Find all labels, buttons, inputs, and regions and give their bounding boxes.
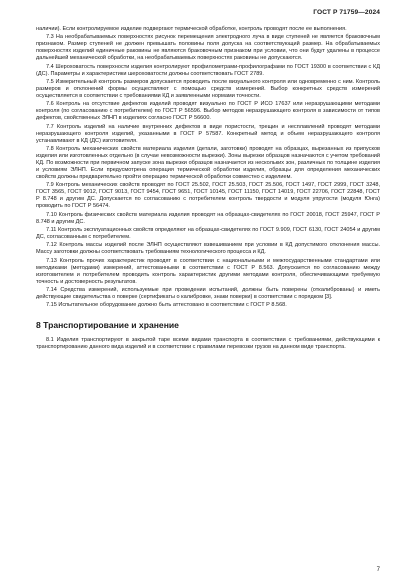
paragraph: наличии). Если контролируемое изделие подвергают термической обработке, контроль проводят после ее выполнения. bbox=[36, 26, 347, 32]
section-title: 8 Транспортирование и хранение bbox=[36, 320, 179, 331]
paragraph: 7.15 Испытательное оборудование должно быть аттестовано в соответствии с ГОСТ Р 8.568. bbox=[46, 302, 287, 309]
standard-header: ГОСТ Р 71759—2024 bbox=[313, 9, 380, 16]
paragraph: 7.12 Контроль массы изделий после ЭЛНП осуществляют взвешиванием при условии в КД допустимого отклонения массы. Массу заготовки должны соответствовать требованиям технологического процесса и КД. bbox=[36, 242, 380, 256]
paragraph: 7.13 Контроль прочих характеристик проводят в соответствии с национальными и межгосударственными стандартами или методиками (методами) измерений, аттестованными в соответствии с ГОСТ Р 8.563. Допускается по согласованию между изготовителем и потребителем проводить контроль характеристик другими методами контроля, обеспечивающими требуемую точность и достоверность результатов. bbox=[36, 257, 380, 285]
paragraph: 7.11 Контроль эксплуатационных свойств определяют на образцах-свидетелях по ГОСТ 9.909, ГОСТ 6130, ГОСТ 24054 и другим ДС, согласованным с потребителем. bbox=[36, 226, 380, 240]
paragraph: 7.14 Средства измерений, используемые при проведении испытаний, должны быть поверены (откалиброваны) и иметь действующие свидетельства о поверке (сертификаты о калибровке, знаки поверки) в соответствии с порядком [3]. bbox=[36, 286, 380, 300]
paragraph: 8.1 Изделия транспортируют в закрытой таре всеми видами транспорта в соответствии с требованиями, действующими к транспортированию данного вида изделий и в соответствии с правилами перевозки грузов на данном виде транспорта. bbox=[36, 337, 380, 351]
paragraphs-top bbox=[36, 26, 380, 309]
paragraph: 7.5 Измерительный контроль размеров допускается проводить после визуального контроля или одновременно с ним. Контроль размеров и отклонений формы осуществляют с помощью средств измерений. Выбор конкретных средств измерений осуществляется в соответствии с требованиями КД и заявленными нормами точности. bbox=[36, 78, 380, 99]
paragraph: 7.7 Контроль изделий на наличие внутренних дефектов в виде пористости, трещин и несплавлений проводят методами неразрушающего контроля изделий, указанными в ГОСТ Р 57587. Конкретный метод и объем неразрушающего контроля устанавливают в КД (ДС) изготовителя. bbox=[36, 123, 380, 144]
paragraph: 7.4 Шероховатость поверхности изделия контролируют профилометрами-профилографами по ГОСТ 19300 в соответствии с КД (ДС). Параметры и характеристики шероховатости должны соответствовать ГОСТ 2789. bbox=[36, 63, 380, 77]
page-number: 7 bbox=[376, 567, 380, 573]
paragraph: 7.6 Контроль на отсутствие дефектов изделий проводят визуально по ГОСТ Р ИСО 17637 или неразрушающими методами контроля (по согласованию с потребителем) по ГОСТ Р 56596. Выбор методов неразрушающего контроля в зависимости от типов дефектов, свойственных ЭЛНП в изделиях согласно ГОСТ Р 56600. bbox=[36, 101, 380, 122]
paragraph: 7.10 Контроль физических свойств материала изделия проводят на образцах-свидетелях по ГОСТ 20018, ГОСТ 25947, ГОСТ Р 8.748 и другим ДС. bbox=[36, 211, 380, 225]
page-body bbox=[36, 26, 380, 353]
paragraphs-bottom bbox=[36, 337, 380, 351]
paragraph: 7.9 Контроль механических свойств проводят по ГОСТ 25.502, ГОСТ 25.503, ГОСТ 25.506, ГОСТ 1497, ГОСТ 2999, ГОСТ 3248, ГОСТ 3565, ГОСТ 9012, ГОСТ 9013, ГОСТ 9454, ГОСТ 9651, ГОСТ 10145, ГОСТ 11150, ГОСТ 14019, ГОСТ 22706, ГОСТ 22848, ГОСТ Р 8.748 и другим ДС. Допускается по согласованию с потребителем контроль твердости и модуля упругости (модуля Юнга) проводить по ГОСТ Р 56474. bbox=[36, 182, 380, 210]
paragraph: 7.8 Контроль механических свойств материала изделия (детали, заготовки) проводят на образцах, вырезанных из припусков изделия или изготовленных отдельно (в случае невозможности вырезки). Зоны вырезки образцов назначаются с учетом требований КД. По возможности при первичном запуске зона вырезки образцов назначается из нескольких зон, различных по толщине изделия и условиям ЭЛНП. Если предусмотрена операция термической обработки изделия, образцы для определения механических свойств должны предварительно пройти операцию термической обработки совместно с изделием. bbox=[36, 145, 380, 181]
paragraph: 7.3 На необрабатываемых поверхностях рисунок перемещения электродного луча в виде ступеней не является браковочным признаком. Размер ступеней не должен превышать половины поля допуска на соответствующий размер. На обрабатываемых поверхностях изделий единичные раковины не являются браковочным признаком при условии, что они будут удалены в процессе дальнейшей механической обработки, на необрабатываемых поверхностях раковины не допускаются. bbox=[36, 34, 380, 62]
